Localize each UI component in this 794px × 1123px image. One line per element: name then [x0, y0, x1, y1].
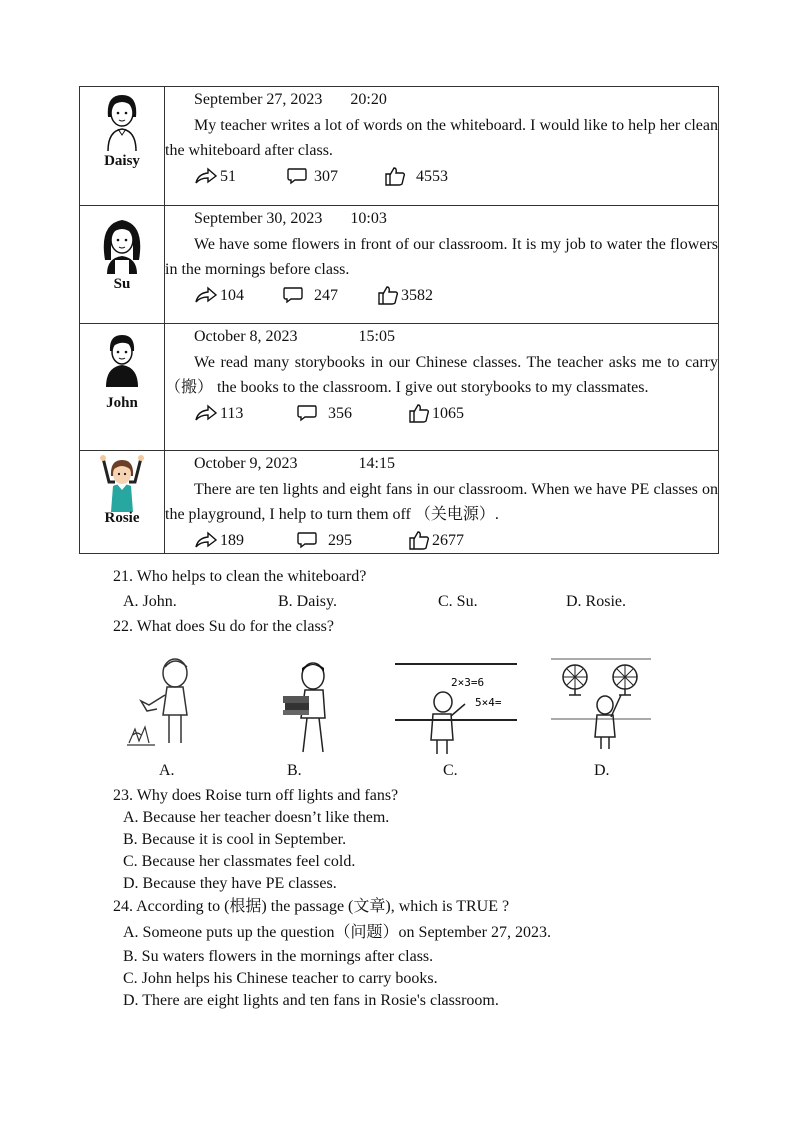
comment-icon: [296, 531, 318, 549]
post-stats: [165, 283, 718, 309]
like-stat[interactable]: [408, 528, 464, 554]
post-row: [80, 206, 719, 324]
avatar: [80, 451, 164, 527]
thumbs-up-icon: [408, 530, 430, 550]
avatar-cell: [80, 206, 165, 324]
post-content: [165, 87, 719, 206]
post-meta: [165, 206, 718, 232]
post-row: [80, 451, 719, 554]
share-icon: [194, 286, 218, 304]
option-23-c[interactable]: C. Because her classmates feel cold.: [123, 853, 356, 870]
comment-stat[interactable]: [286, 164, 384, 190]
like-stat[interactable]: [408, 401, 464, 427]
option-21-c[interactable]: C. Su.: [438, 593, 478, 610]
post-time: 14:15: [358, 455, 395, 472]
girl-waving-avatar-icon: [97, 454, 147, 512]
option-23-a[interactable]: A. Because her teacher doesn’t like them.: [123, 809, 390, 826]
like-count: 1065: [432, 404, 464, 422]
girl-avatar-icon: [100, 91, 144, 153]
thumbs-up-icon: [408, 403, 430, 423]
option-24-b[interactable]: B. Su waters flowers in the mornings after class.: [123, 948, 434, 965]
comment-icon: [282, 286, 304, 304]
comment-count: 247: [314, 286, 338, 304]
post-content: [165, 206, 719, 324]
whiteboard-math-picture: [395, 660, 519, 756]
carrying-books-picture: [277, 660, 341, 756]
post-stats: [165, 164, 718, 190]
post-row: [80, 87, 719, 206]
board-math-1: 2×3=6: [451, 676, 485, 689]
share-icon: [194, 531, 218, 549]
question-21: 21. Who helps to clean the whiteboard?: [113, 568, 367, 585]
post-stats: [165, 401, 718, 427]
post-time: 10:03: [350, 210, 387, 227]
post-text: We read many storybooks in our Chinese classes. The teacher asks me to carry（搬） the books to the classroom. I give out storybooks to my classmates.: [165, 353, 718, 396]
option-21-b[interactable]: B. Daisy.: [278, 593, 337, 610]
avatar: [80, 206, 164, 293]
like-count: 2677: [432, 531, 464, 549]
share-icon: [194, 167, 218, 185]
like-count: 3582: [401, 286, 433, 304]
option-21-d[interactable]: D. Rosie.: [566, 593, 626, 610]
share-icon: [194, 404, 218, 422]
share-count: 113: [220, 404, 244, 422]
comment-count: 307: [314, 167, 338, 185]
post-date: October 9, 2023: [194, 455, 298, 472]
option-24-a[interactable]: A. Someone puts up the question（问题）on September 27, 2023.: [123, 924, 551, 941]
comment-stat[interactable]: [296, 401, 408, 427]
comment-stat[interactable]: [282, 283, 377, 309]
avatar-name: Su: [113, 276, 131, 292]
like-stat[interactable]: [384, 164, 448, 190]
share-stat[interactable]: [194, 283, 282, 309]
post-row: [80, 324, 719, 451]
posts-table: [79, 86, 719, 554]
like-count: 4553: [416, 167, 448, 185]
post-text: My teacher writes a lot of words on the whiteboard. I would like to help her clean the whiteboard after class.: [165, 116, 718, 159]
post-date: September 30, 2023: [194, 210, 323, 227]
option-22-b[interactable]: B.: [287, 762, 302, 779]
post-text: We have some flowers in front of our classroom. It is my job to water the flowers in the mornings before class.: [165, 235, 718, 278]
comment-icon: [296, 404, 318, 422]
thumbs-up-icon: [377, 285, 399, 305]
post-meta: [165, 324, 718, 350]
comment-count: 356: [328, 404, 352, 422]
option-22-a[interactable]: A.: [159, 762, 175, 779]
option-23-b[interactable]: B. Because it is cool in September.: [123, 831, 347, 848]
avatar-name: John: [106, 395, 138, 411]
post-time: 20:20: [350, 91, 387, 108]
board-math-2: 5×4=: [475, 696, 502, 709]
comment-count: 295: [328, 531, 352, 549]
share-stat[interactable]: [194, 401, 296, 427]
avatar-cell: [80, 87, 165, 206]
avatar-name: Rosie: [104, 510, 140, 526]
boy-avatar-icon: [100, 331, 144, 387]
share-stat[interactable]: [194, 528, 296, 554]
question-22: 22. What does Su do for the class?: [113, 618, 334, 635]
avatar-cell: [80, 451, 165, 554]
avatar: [80, 87, 164, 170]
option-24-d[interactable]: D. There are eight lights and ten fans in Rosie's classroom.: [123, 992, 499, 1009]
question-24: 24. According to (根据) the passage (文章), which is TRUE ?: [113, 898, 510, 915]
post-content: [165, 324, 719, 451]
comment-stat[interactable]: [296, 528, 408, 554]
girl-avatar-icon: [95, 214, 149, 276]
avatar: [80, 324, 164, 412]
post-text: There are ten lights and eight fans in our classroom. When we have PE classes on the playground, I help to turn them off （关电源）.: [165, 480, 718, 523]
post-meta: [165, 451, 718, 477]
post-content: [165, 451, 719, 554]
thumbs-up-icon: [384, 166, 406, 186]
post-meta: [165, 87, 718, 113]
option-22-c[interactable]: C.: [443, 762, 458, 779]
watering-flowers-picture: [125, 655, 211, 751]
share-stat[interactable]: [194, 164, 286, 190]
share-count: 189: [220, 531, 244, 549]
question-23: 23. Why does Roise turn off lights and fans?: [113, 787, 399, 804]
option-24-c[interactable]: C. John helps his Chinese teacher to carry books.: [123, 970, 438, 987]
post-time: 15:05: [358, 328, 395, 345]
option-22-d[interactable]: D.: [594, 762, 610, 779]
comment-icon: [286, 167, 308, 185]
share-count: 104: [220, 286, 244, 304]
post-date: September 27, 2023: [194, 91, 323, 108]
option-21-a[interactable]: A. John.: [123, 593, 177, 610]
post-stats: [165, 528, 718, 554]
turning-off-fans-picture: [551, 655, 651, 751]
like-stat[interactable]: [377, 283, 433, 309]
post-date: October 8, 2023: [194, 328, 298, 345]
share-count: 51: [220, 167, 236, 185]
option-23-d[interactable]: D. Because they have PE classes.: [123, 875, 337, 892]
avatar-cell: [80, 324, 165, 451]
avatar-name: Daisy: [104, 153, 140, 169]
